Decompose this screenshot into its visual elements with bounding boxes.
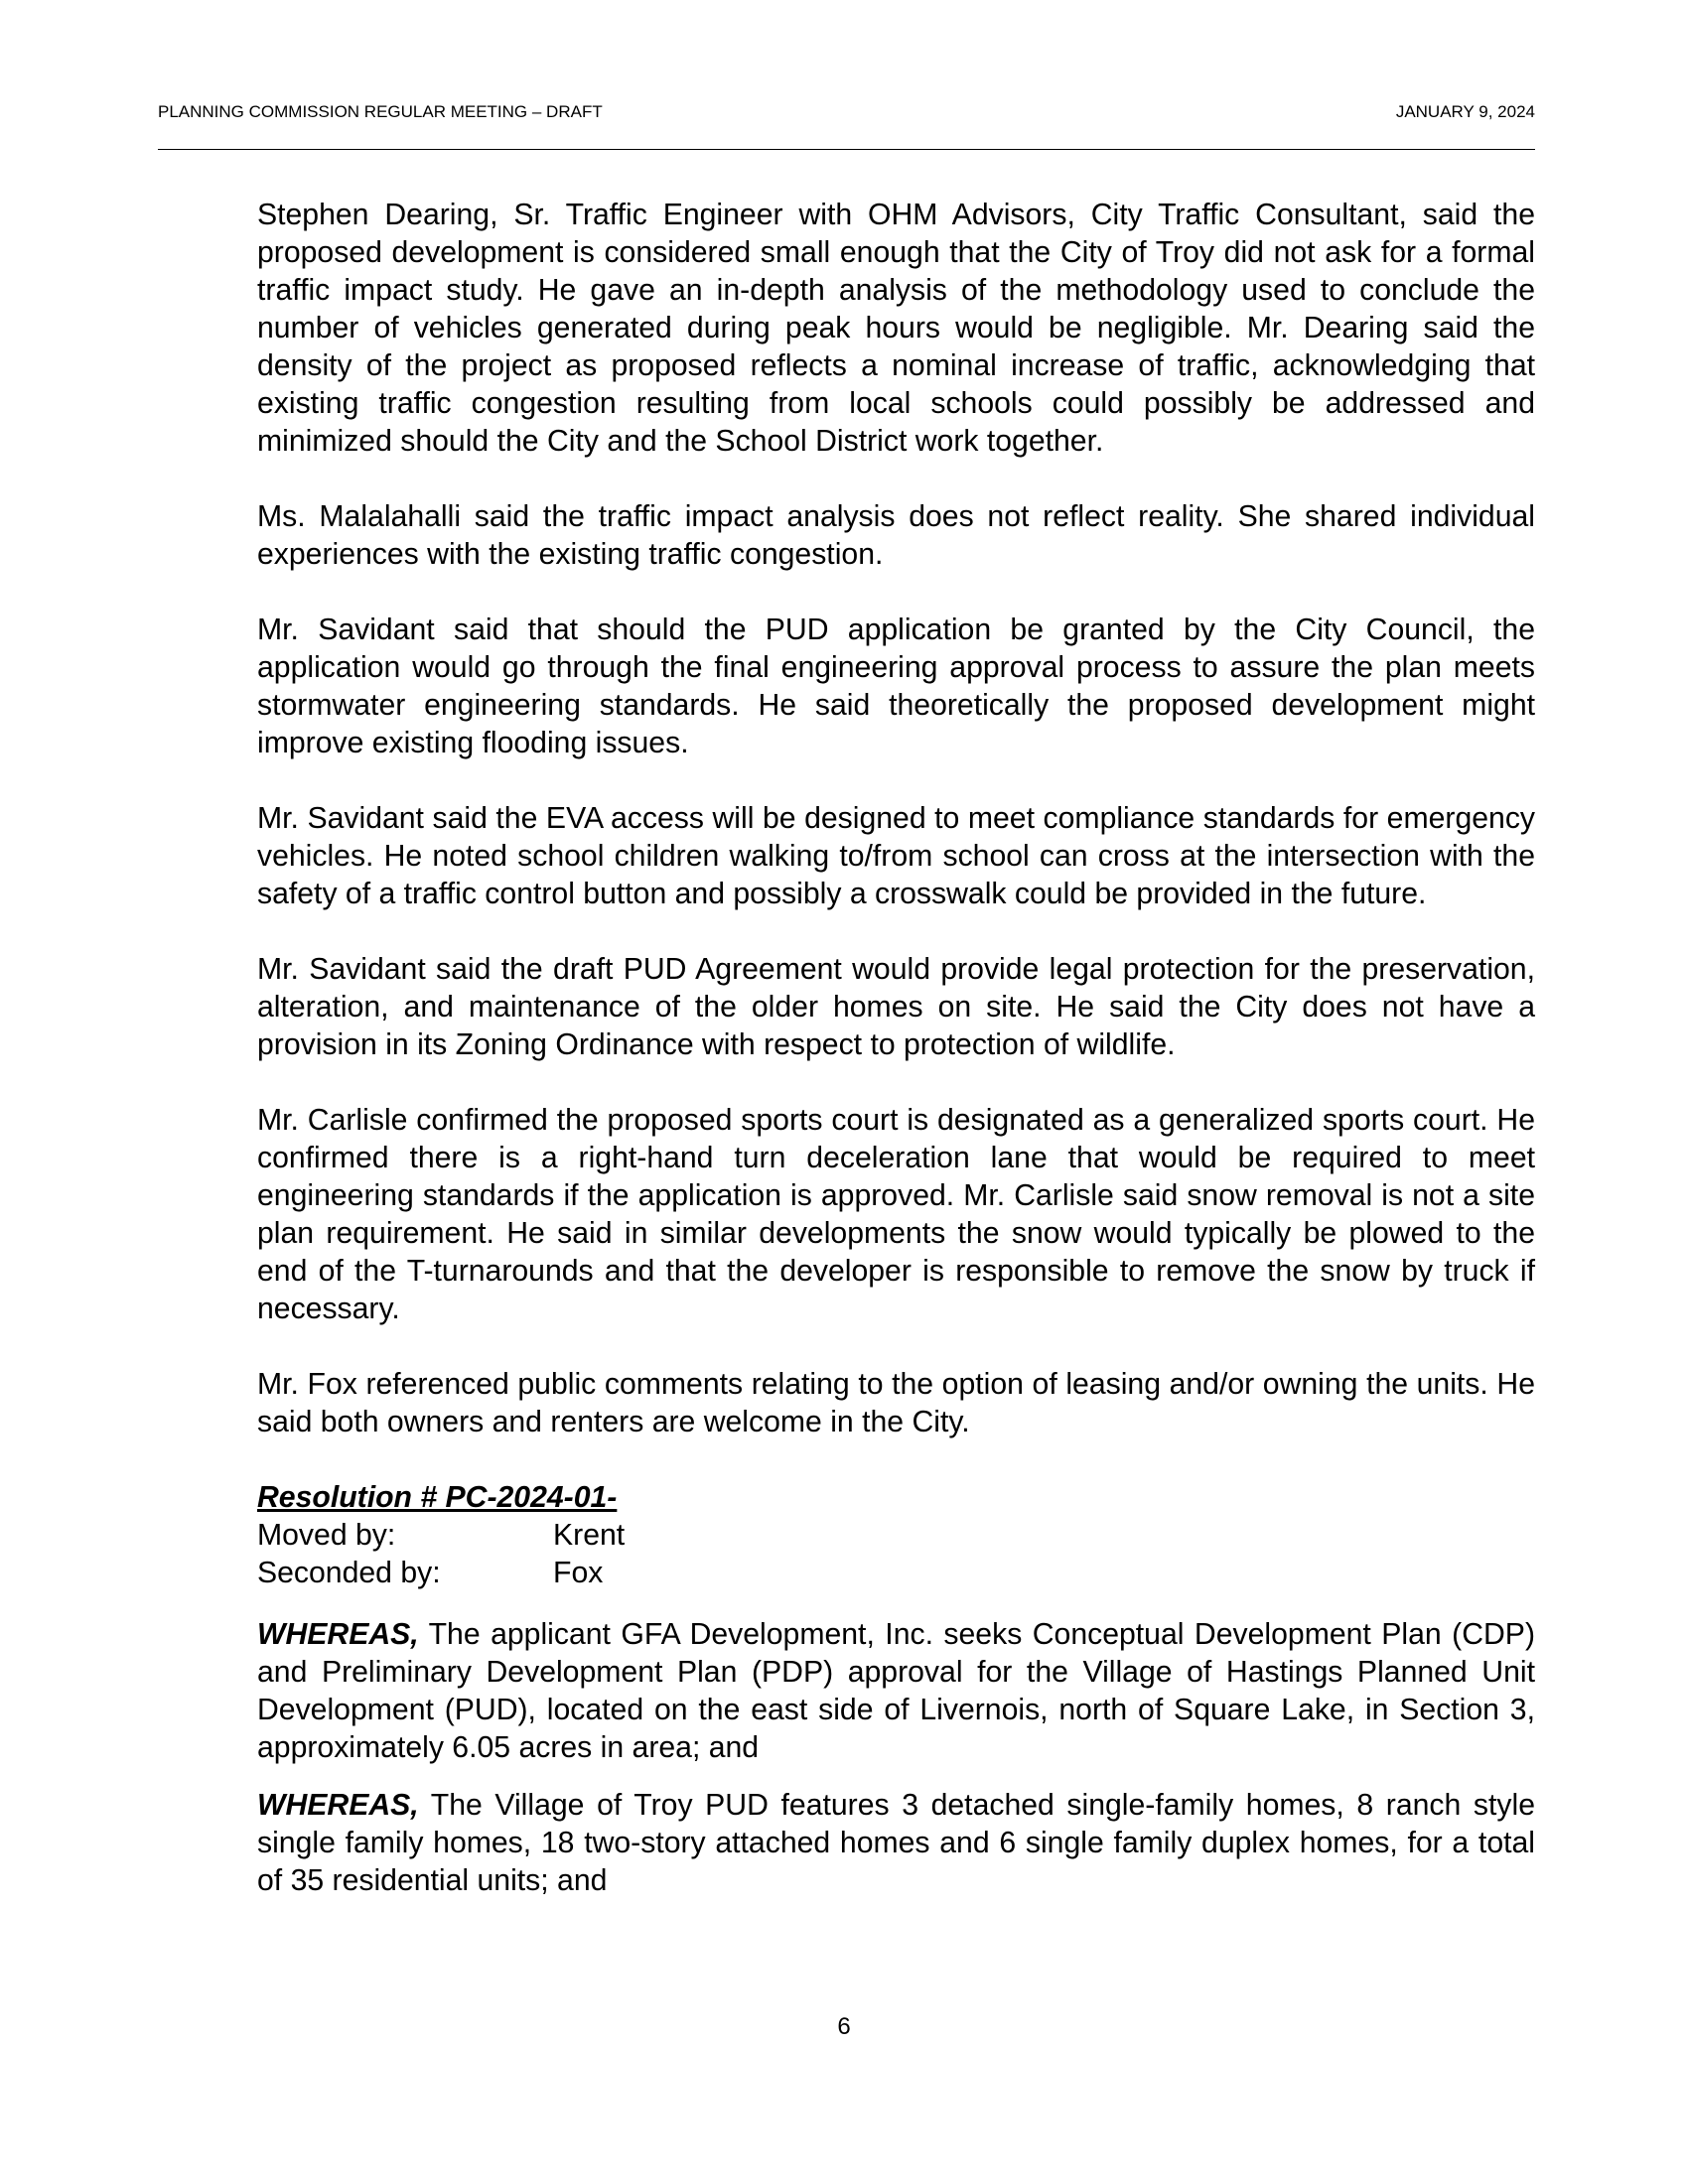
whereas-text: The Village of Troy PUD features 3 detached single-family homes, 8 ranch style single family homes, 18 two-story attached homes and 6 single family duplex homes, for a total of 35 residential units; and xyxy=(257,1789,1535,1897)
whereas-clause xyxy=(257,1616,1535,1767)
whereas-keyword: WHEREAS, xyxy=(257,1789,419,1822)
header-meeting-title: PLANNING COMMISSION REGULAR MEETING – DRAFT xyxy=(158,102,603,121)
paragraph-carlisle: Mr. Carlisle confirmed the proposed sports court is designated as a generalized sports court. He confirmed there is a right-hand turn deceleration lane that would be required to meet engineering standards if the application is approved. Mr. Carlisle said snow removal is not a site plan requirement. He said in similar developments the snow would typically be plowed to the end of the T-turnarounds and that the developer is responsible to remove the snow by truck if necessary. xyxy=(257,1104,1535,1325)
resolution-title: Resolution # PC-2024-01- xyxy=(257,1481,618,1514)
page-number: 6 xyxy=(837,2013,851,2040)
header-meeting-date: JANUARY 9, 2024 xyxy=(1395,102,1535,121)
paragraph-savidant-eva: Mr. Savidant said the EVA access will be designed to meet compliance standards for emergency vehicles. He noted school children walking to/from school can cross at the intersection with the safety of a traffic control button and possibly a crosswalk could be provided in the future. xyxy=(257,802,1535,910)
moved-by-value: Krent xyxy=(553,1519,626,1552)
paragraph-fox: Mr. Fox referenced public comments relating to the option of leasing and/or owning the units. He said both owners and renters are welcome in the City. xyxy=(257,1368,1535,1438)
seconded-by-label: Seconded by: xyxy=(257,1557,441,1589)
page-header xyxy=(158,101,1535,123)
whereas-keyword: WHEREAS, xyxy=(257,1618,419,1651)
resolution-motion xyxy=(257,1479,1535,1592)
header-divider xyxy=(158,149,1535,150)
document-body xyxy=(257,197,1535,1920)
paragraph-malalahalli: Ms. Malalahalli said the traffic impact analysis does not reflect reality. She shared individual experiences with the existing traffic congestion. xyxy=(257,500,1535,571)
whereas-text: The applicant GFA Development, Inc. seeks Conceptual Development Plan (CDP) and Preliminary Development Plan (PDP) approval for the Village of Hastings Planned Unit Development (PUD), located on the east side of Livernois, north of Square Lake, in Section 3, approximately 6.05 acres in area; and xyxy=(257,1618,1535,1764)
paragraph-savidant-stormwater: Mr. Savidant said that should the PUD application be granted by the City Council, the application would go through the final engineering approval process to assure the plan meets stormwater engineering standards. He said theoretically the proposed development might improve existing flooding issues. xyxy=(257,614,1535,759)
whereas-clause xyxy=(257,1787,1535,1900)
paragraph-savidant-pud: Mr. Savidant said the draft PUD Agreement would provide legal protection for the preservation, alteration, and maintenance of the older homes on site. He said the City does not have a provision in its Zoning Ordinance with respect to protection of wildlife. xyxy=(257,953,1535,1061)
seconded-by-value: Fox xyxy=(553,1557,604,1589)
seconded-by-row xyxy=(257,1555,1535,1592)
moved-by-row xyxy=(257,1517,1535,1555)
moved-by-label: Moved by: xyxy=(257,1519,396,1552)
paragraph-dearing: Stephen Dearing, Sr. Traffic Engineer with OHM Advisors, City Traffic Consultant, said the proposed development is considered small enough that the City of Troy did not ask for a formal traffic impact study. He gave an in-depth analysis of the methodology used to conclude the number of vehicles generated during peak hours would be negligible. Mr. Dearing said the density of the project as proposed reflects a nominal increase of traffic, acknowledging that existing traffic congestion resulting from local schools could possibly be addressed and minimized should the City and the School District work together. xyxy=(257,199,1535,458)
